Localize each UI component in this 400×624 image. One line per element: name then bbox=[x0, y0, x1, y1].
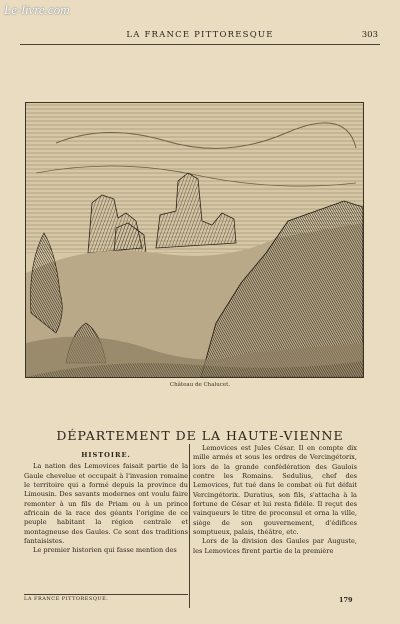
paragraph: Lemovices est Jules César. Il en compte dix mille armés et sous les ordres de Vercingétorix, lors de la grande confédération des Gaulois contre les Romains. Sedulius, chef des Lemovices, fut tué dans le combat où fut défait Vercingétorix. Duratius, son fils, s'attacha à la fortune de César et lui resta fidèle. Il reçut des vainqueurs le titre de proconsul et orna la ville, siège de son gouvernement, d'édifices somptueux, palais, théâtre, etc. bbox=[193, 444, 357, 537]
footer-signature: LA FRANCE PITTORESQUE. bbox=[24, 596, 109, 602]
column-divider bbox=[189, 444, 190, 608]
section-heading: HISTOIRE. bbox=[81, 451, 131, 459]
illustration-caption: Château de Chalucet. bbox=[169, 382, 231, 388]
page-number: 303 bbox=[361, 30, 378, 40]
running-head bbox=[20, 30, 380, 45]
right-column bbox=[193, 444, 357, 556]
paragraph: Le premier historien qui fasse mention des bbox=[33, 546, 177, 555]
watermark-logo: Le-livre.com bbox=[4, 2, 70, 17]
department-title: DÉPARTEMENT DE LA HAUTE-VIENNE bbox=[56, 428, 344, 443]
running-head-title: LA FRANCE PITTORESQUE bbox=[126, 30, 274, 40]
sheet-number: 179 bbox=[339, 596, 353, 604]
footer-rule bbox=[24, 594, 188, 595]
chateau-engraving bbox=[25, 102, 364, 378]
paragraph: Lors de la division des Gaules par Auguste, les Lemovices firent partie de la première bbox=[193, 537, 357, 555]
paragraph: La nation des Lemovices faisait partie de la Gaule chevelue et occupait à l'invasion romaine le territoire qui a formé depuis la province du Limousin. Des savants modernes ont voulu faire remonter à un fils de Priam ou à un prince africain de la race des géants l'origine de ce peuple habitant la région centrale et montagneuse des Gaules. Ce sont des traditions fantaisistes. bbox=[24, 462, 188, 546]
left-column bbox=[24, 451, 188, 556]
